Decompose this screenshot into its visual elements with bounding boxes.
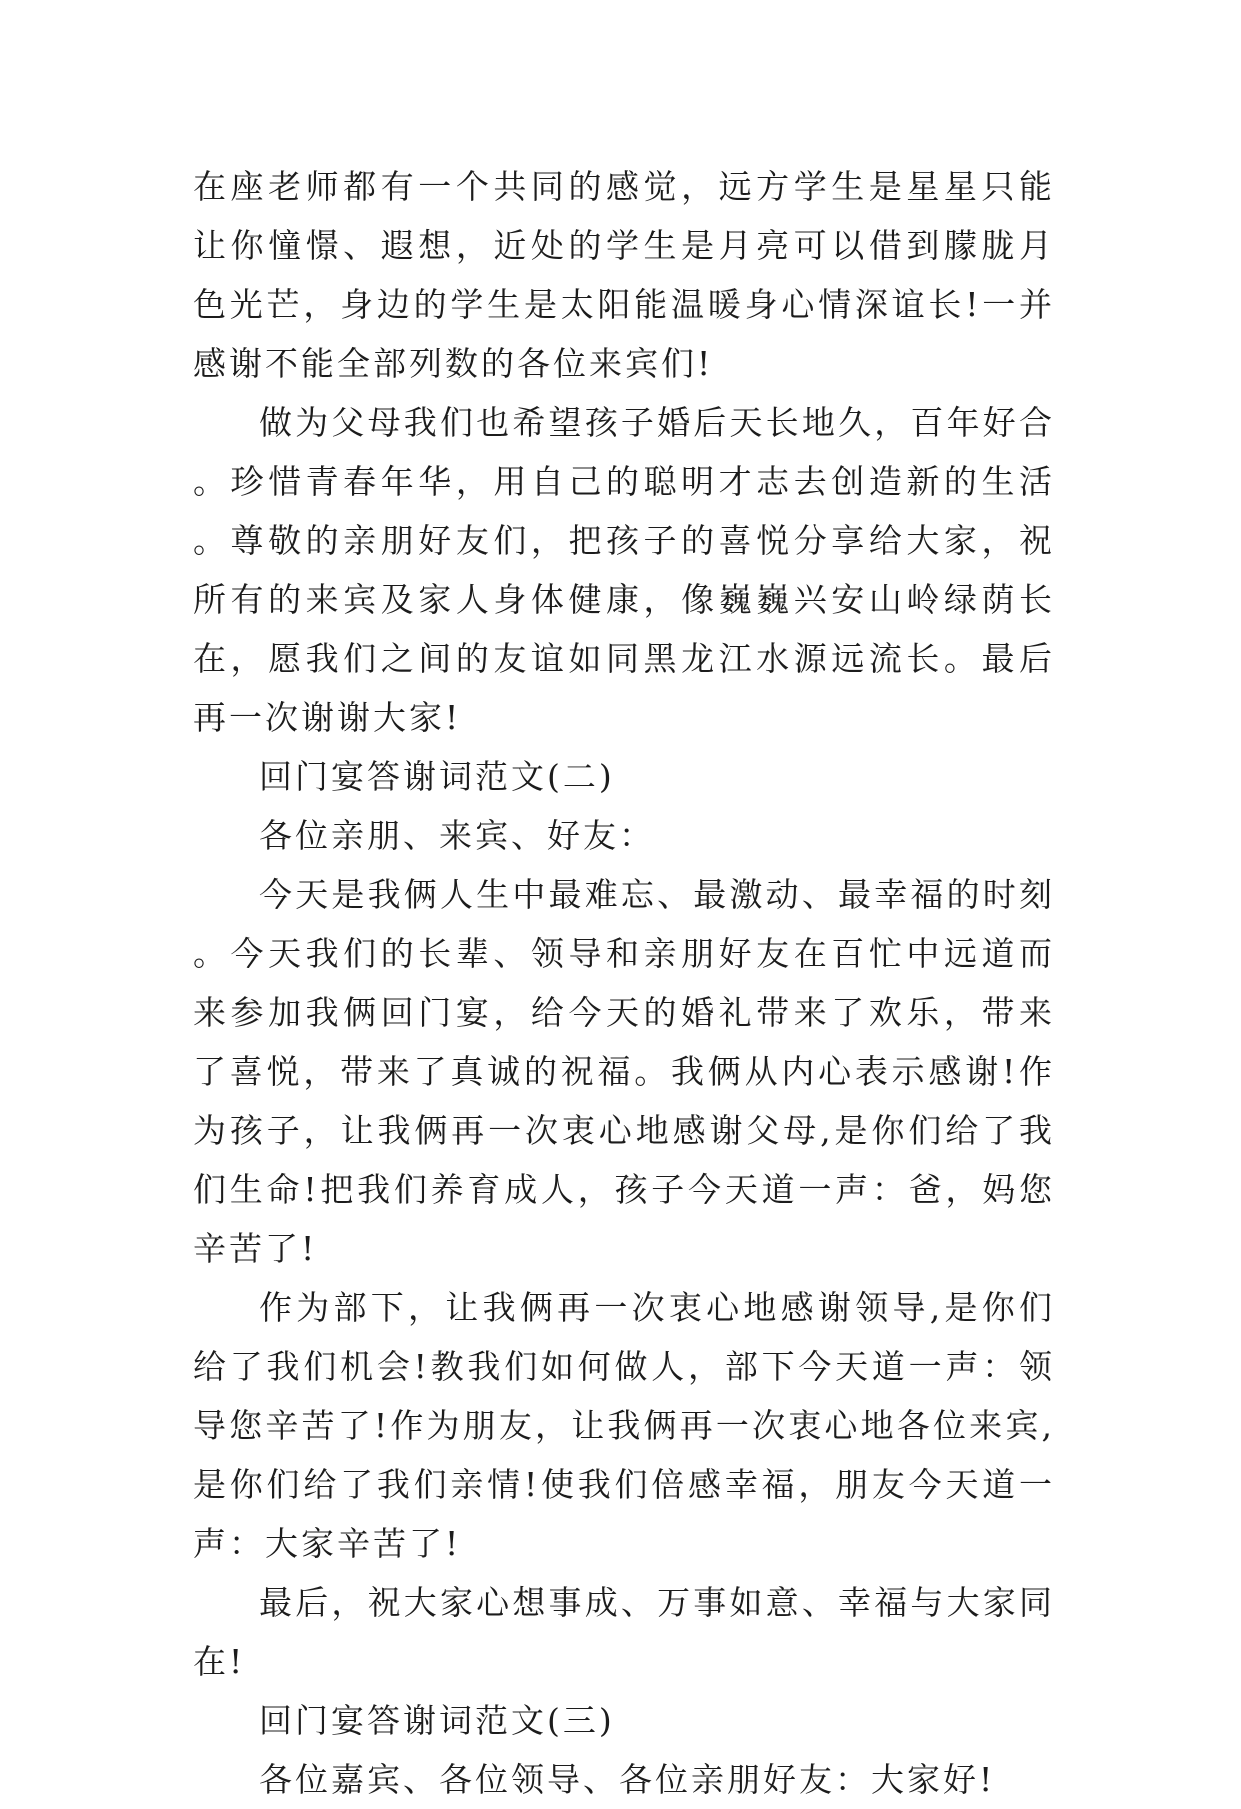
section-heading-3: 回门宴答谢词范文(三) bbox=[259, 1701, 615, 1740]
salutation-3: 各位嘉宾、各位领导、各位亲朋好友：大家好! bbox=[259, 1760, 996, 1799]
section-heading-2: 回门宴答谢词范文(二) bbox=[259, 757, 615, 796]
document-body bbox=[193, 157, 1055, 1809]
salutation-2: 各位亲朋、来宾、好友： bbox=[259, 816, 655, 855]
paragraph-2: 做为父母我们也希望孩子婚后天长地久，百年好合。珍惜青春年华，用自己的聪明才志去创造新的生活。尊敬的亲朋好友们，把孩子的喜悦分享给大家，祝所有的来宾及家人身体健康，像巍巍兴安山岭绿荫长在，愿我们之间的友谊如同黑龙江水源远流长。最后再一次谢谢大家! bbox=[193, 403, 1055, 737]
closing-line: 最后，祝大家心想事成、万事如意、幸福与大家同在! bbox=[193, 1583, 1055, 1681]
paragraph-3: 今天是我俩人生中最难忘、最激动、最幸福的时刻。今天我们的长辈、领导和亲朋好友在百忙中远道而来参加我俩回门宴，给今天的婚礼带来了欢乐，带来了喜悦，带来了真诚的祝福。我俩从内心表示感谢!作为孩子，让我俩再一次衷心地感谢父母,是你们给了我们生命!把我们养育成人，孩子今天道一声：爸，妈您辛苦了! bbox=[193, 875, 1055, 1268]
paragraph-4: 作为部下，让我俩再一次衷心地感谢领导,是你们给了我们机会!教我们如何做人，部下今天道一声：领导您辛苦了!作为朋友，让我俩再一次衷心地各位来宾,是你们给了我们亲情!使我们倍感幸福，朋友今天道一声：大家辛苦了! bbox=[193, 1288, 1055, 1563]
paragraph-1: 在座老师都有一个共同的感觉，远方学生是星星只能让你憧憬、遐想，近处的学生是月亮可以借到朦胧月色光芒，身边的学生是太阳能温暖身心情深谊长!一并感谢不能全部列数的各位来宾们! bbox=[193, 167, 1055, 383]
